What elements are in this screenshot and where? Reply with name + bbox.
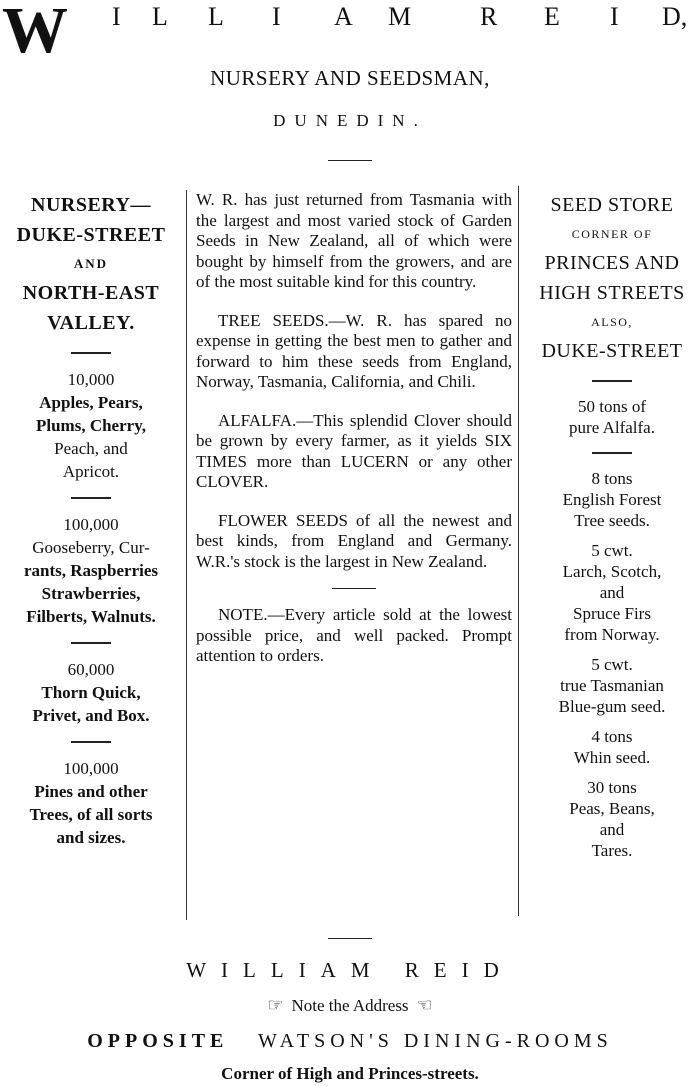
stock-line: Filberts, Walnuts. [26,607,156,626]
tree-seeds-paragraph: TREE SEEDS.—W. R. has spared no expense in getting the best men to gather and forward to him these seeds from England, Norway, Tasmania, California, and Chili. [196,310,512,391]
seed-line: 4 tons [591,727,633,746]
name-letter: I [112,2,121,31]
divider-dash [71,741,111,743]
divider-dash [71,497,111,499]
pointing-hand-right-icon: ☞ [267,995,284,1015]
divider-dash [592,452,632,454]
stock-line: and sizes. [56,828,126,847]
seed-line: 30 tons [587,778,637,797]
watsons-dining-rooms: WATSON'S DINING-ROOMS [258,1030,613,1052]
high-streets-heading: HIGH STREETS [539,282,685,304]
corner-address: Corner of High and Princes-streets. [221,1064,479,1083]
seed-line: Tares. [591,841,633,860]
right-column [524,190,700,861]
note-paragraph: NOTE.—Every article sold at the lowest possible price, and well packed. Prompt attention to orders. [196,605,512,665]
seed-item [524,396,700,438]
name-letter: L [208,2,224,31]
also-label: ALSO, [591,315,633,329]
seed-line: Tree seeds. [574,511,650,530]
stock-line: Strawberries, [41,584,141,603]
flower-seeds-paragraph: FLOWER SEEDS of all the newest and best kinds, from England and Germany. W.R.'s stock is the largest in New Zealand. [196,510,512,571]
seed-line: Larch, Scotch, [562,562,662,581]
stock-item [0,368,182,483]
duke-street-heading: DUKE-STREET [16,224,166,246]
stock-item [0,658,182,727]
seed-line: 8 tons [591,469,633,488]
stock-line: rants, Raspberries [23,561,159,580]
city: DUNEDIN. [273,111,427,130]
column-divider-left [186,190,187,920]
seed-store-heading: SEED STORE [550,194,674,216]
name-letter: M [388,2,412,31]
header-rule [328,160,372,161]
seed-line: from Norway. [564,625,660,644]
stock-qty: 100,000 [63,759,119,778]
seed-item [524,777,700,861]
name-letter: D, [662,2,688,31]
seed-line: 5 cwt. [591,655,633,674]
stock-line: Apricot. [62,462,120,481]
opposite-word: OPPOSITE [87,1030,229,1052]
seed-line: 50 tons of [578,397,646,416]
middle-rule [332,588,376,589]
seed-item [524,540,700,645]
opposite-line [0,1030,700,1053]
left-column [0,190,182,849]
stock-line: Pines and other [34,782,148,801]
name-letter: E [544,2,560,31]
alfalfa-paragraph: ALFALFA.—This splendid Clover should be grown by every farmer, as it yields SIX TIMES more than LUCERN or any other CLOVER. [196,410,512,491]
name-letter: L [152,2,168,31]
stock-item [0,757,182,849]
stock-line: Trees, of all sorts [29,805,153,824]
divider-dash [71,642,111,644]
north-east-heading: NORTH-EAST [22,282,160,304]
seed-line: and [599,820,625,839]
intro-paragraph: W. R. has just returned from Tasmania with the largest and most varied stock of Garden Seeds in New Zealand, all of which were bought by himself from the growers, and are of the most suitable kind for this country. [196,190,512,291]
footer-rule [328,938,372,939]
divider-dash [71,352,111,354]
seed-line: Peas, Beans, [569,799,655,818]
seed-line: English Forest [562,490,662,509]
address-note-text: Note the Address [291,996,409,1015]
seed-line: Whin seed. [573,748,651,767]
stock-line: Peach, and [54,439,128,458]
seed-line: Spruce Firs [573,604,651,623]
subtitle: NURSERY AND SEEDSMAN, [210,66,490,90]
stock-line: Apples, Pears, [39,393,143,412]
seed-item [524,468,700,531]
stock-line: Plums, Cherry, [35,416,147,435]
princes-heading: PRINCES AND [544,252,680,274]
name-letter: I [272,2,281,31]
seed-item [524,726,700,768]
seed-line: true Tasmanian [560,676,664,695]
address-note [0,995,700,1016]
stock-line: Gooseberry, Cur- [32,538,150,557]
footer-name: WILLIAM REID [186,958,514,982]
corner-of-label: CORNER OF [571,227,653,241]
name-letter: R [480,2,498,31]
name-letter: A [334,2,353,31]
masthead [0,0,700,67]
column-divider-right [518,186,519,916]
middle-column [196,190,512,667]
pointing-hand-left-icon: ☜ [416,995,433,1015]
stock-qty: 10,000 [67,370,115,389]
stock-item [0,513,182,628]
and-label: AND [73,256,109,271]
duke-street-heading-right: DUKE-STREET [541,340,683,362]
valley-heading: VALLEY. [47,312,135,334]
drop-initial: W [2,0,68,67]
nursery-heading: NURSERY— [31,194,151,216]
seed-line: and [599,583,625,602]
seed-line: pure Alfalfa. [569,418,655,437]
seed-item [524,654,700,717]
stock-line: Thorn Quick, [41,683,141,702]
seed-line: 5 cwt. [591,541,633,560]
name-letter: I [610,2,619,31]
divider-dash [592,380,632,382]
stock-qty: 60,000 [67,660,115,679]
seed-line: Blue-gum seed. [558,697,666,716]
stock-qty: 100,000 [63,515,119,534]
stock-line: Privet, and Box. [32,706,150,725]
